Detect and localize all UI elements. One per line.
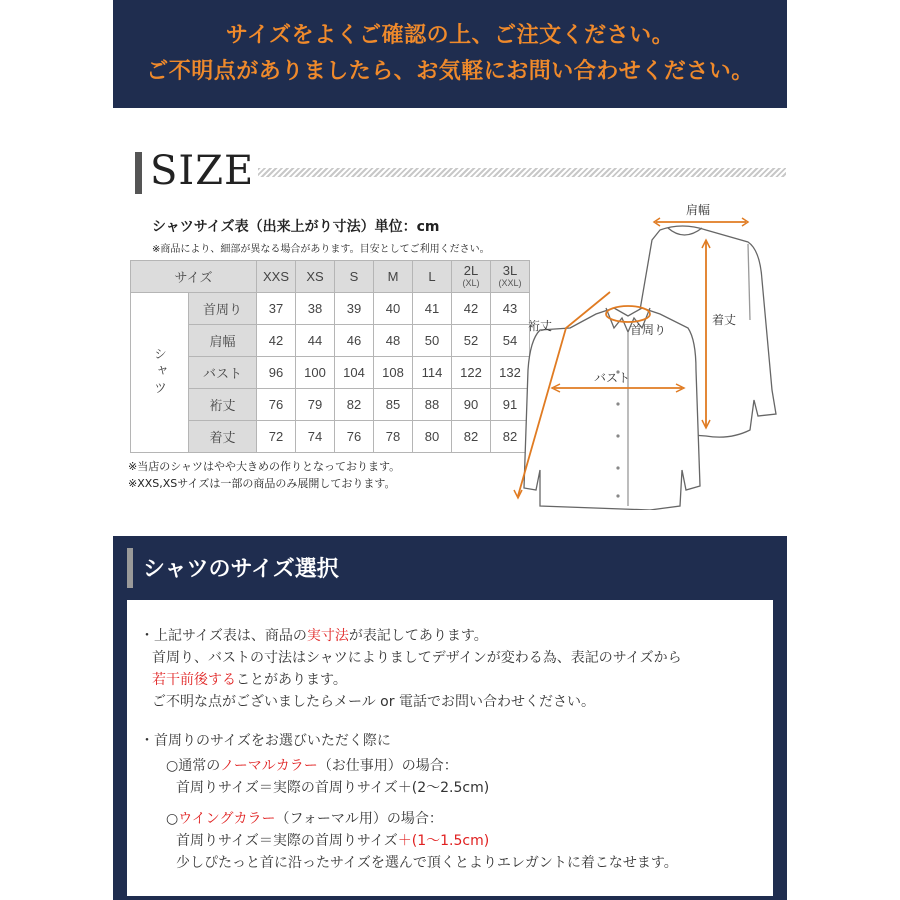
table-row [131, 389, 530, 421]
selection-paragraph-1: ・上記サイズ表は、商品の実寸法が表記してあります。 [140, 628, 488, 644]
table-row [131, 325, 530, 357]
table-cell: 82 [335, 389, 374, 421]
table-cell: 122 [452, 357, 491, 389]
table-cell: 79 [296, 389, 335, 421]
selection-paragraph-5: ・首周りのサイズをお選びいただく際に [140, 733, 391, 749]
label-shoulder: 肩幅 [686, 203, 711, 217]
table-cell: 44 [296, 325, 335, 357]
table-cell: 85 [374, 389, 413, 421]
table-cell: 40 [374, 293, 413, 325]
wing-collar-heading: ○ウイングカラー（フォーマル用）の場合： [166, 811, 443, 827]
table-cell: 114 [413, 357, 452, 389]
selection-paragraph-2: 首周り、バストの寸法はシャツによりましてデザインが変わる為、表記のサイズから [152, 650, 682, 666]
label-neck: 首周り [630, 323, 667, 337]
highlight-actual-size: 実寸法 [306, 628, 349, 644]
table-cell: 41 [413, 293, 452, 325]
table-cell: 50 [413, 325, 452, 357]
table-corner-label: サイズ [131, 261, 257, 293]
table-cell: 42 [257, 325, 296, 357]
table-cell: 82 [491, 421, 530, 453]
table-cell: 46 [335, 325, 374, 357]
table-cell: 100 [296, 357, 335, 389]
table-vertical-label: シャツ [131, 293, 189, 453]
size-header-l: L [413, 261, 452, 293]
table-cell: 39 [335, 293, 374, 325]
table-cell: 108 [374, 357, 413, 389]
table-row [131, 357, 530, 389]
table-cell: 88 [413, 389, 452, 421]
table-cell: 82 [452, 421, 491, 453]
table-cell: 37 [257, 293, 296, 325]
table-cell: 42 [452, 293, 491, 325]
row-label-length: 着丈 [189, 421, 257, 453]
selection-paragraph-3: 若干前後することがあります。 [152, 672, 347, 688]
wing-collar-formula: 首周りサイズ＝実際の首周りサイズ＋(1〜1.5cm) [176, 833, 490, 849]
table-cell: 38 [296, 293, 335, 325]
label-length: 着丈 [712, 313, 737, 327]
size-header-2l: 2L (XL) [452, 261, 491, 293]
table-cell: 91 [491, 389, 530, 421]
shirt-diagram [510, 200, 790, 510]
banner-line-1: サイズをよくご確認の上、ご注文ください。 [225, 23, 675, 48]
normal-collar-formula: 首周りサイズ＝実際の首周りサイズ＋(2〜2.5cm) [176, 780, 490, 796]
row-label-bust: バスト [189, 357, 257, 389]
table-row [131, 421, 530, 453]
footnote-2: ※XXS,XSサイズは一部の商品のみ展開しております。 [128, 477, 396, 490]
highlight-variance: 若干前後する [152, 672, 236, 688]
table-cell: 76 [335, 421, 374, 453]
size-title-bar [135, 152, 142, 194]
table-cell: 78 [374, 421, 413, 453]
size-title-stripe [258, 168, 786, 177]
size-header-xxs: XXS [257, 261, 296, 293]
table-cell: 74 [296, 421, 335, 453]
table-cell: 104 [335, 357, 374, 389]
table-cell: 76 [257, 389, 296, 421]
table-cell: 48 [374, 325, 413, 357]
footnote-1: ※当店のシャツはやや大きめの作りとなっております。 [128, 460, 401, 473]
row-label-neck: 首周り [189, 293, 257, 325]
wing-collar-tip: 少しぴたっと首に沿ったサイズを選んで頂くとよりエレガントに着こなせます。 [176, 855, 678, 871]
highlight-normal-collar: ノーマルカラー [220, 758, 318, 774]
shirt-front-illustration [524, 308, 700, 510]
table-caption: シャツサイズ表（出来上がり寸法）単位：cm [152, 219, 440, 235]
table-cell: 90 [452, 389, 491, 421]
table-cell: 54 [491, 325, 530, 357]
section-title-bar [127, 548, 133, 588]
selection-paragraph-4: ご不明な点がございましたらメール or 電話でお問い合わせください。 [152, 694, 595, 710]
table-note: ※商品により、細部が異なる場合があります。目安としてご利用ください。 [152, 244, 490, 255]
label-bust: バスト [594, 371, 631, 385]
row-label-sleeve: 裄丈 [189, 389, 257, 421]
size-header-m: M [374, 261, 413, 293]
row-label-shoulder: 肩幅 [189, 325, 257, 357]
table-cell: 80 [413, 421, 452, 453]
size-header-s: S [335, 261, 374, 293]
normal-collar-heading: ○通常のノーマルカラー（お仕事用）の場合： [166, 758, 458, 774]
table-cell: 43 [491, 293, 530, 325]
highlight-wing-formula: ＋(1〜1.5cm) [397, 833, 490, 849]
size-header-xs: XS [296, 261, 335, 293]
notice-banner [113, 0, 787, 108]
table-cell: 96 [257, 357, 296, 389]
size-header-3l: 3L (XXL) [491, 261, 530, 293]
size-title: SIZE [150, 148, 255, 194]
banner-line-2: ご不明点がありましたら、お気軽にお問い合わせください。 [146, 59, 754, 84]
size-table [130, 260, 530, 453]
highlight-wing-collar: ウイングカラー [178, 811, 276, 827]
label-sleeve: 裄丈 [528, 319, 553, 333]
table-header-row [131, 261, 530, 293]
table-cell: 72 [257, 421, 296, 453]
table-cell: 52 [452, 325, 491, 357]
table-cell: 132 [491, 357, 530, 389]
table-row [131, 293, 530, 325]
section-title: シャツのサイズ選択 [143, 557, 339, 582]
